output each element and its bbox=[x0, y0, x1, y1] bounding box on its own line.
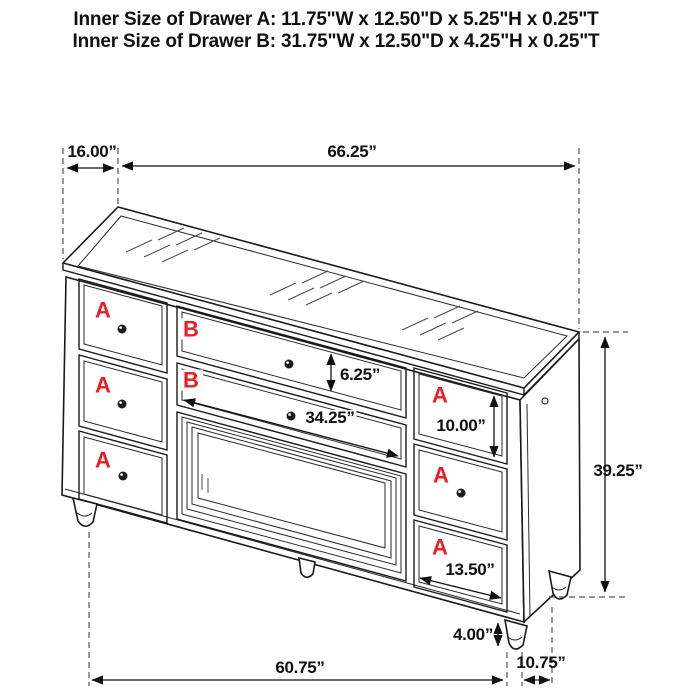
dim-drawer-b-height-label: 6.25” bbox=[339, 365, 381, 384]
knob bbox=[119, 472, 128, 481]
knob bbox=[287, 412, 296, 421]
drawer-a-label: A bbox=[91, 450, 115, 471]
center-leg bbox=[299, 558, 315, 577]
drawer-a-label: A bbox=[91, 300, 115, 321]
knob bbox=[118, 325, 127, 334]
dim-drawer-a-height-label: 10.00” bbox=[436, 416, 486, 435]
front-right-leg bbox=[505, 620, 527, 649]
knob bbox=[457, 489, 466, 498]
dim-base-width-label: 60.75” bbox=[275, 658, 325, 677]
dim-base-depth-label: 10.75” bbox=[516, 653, 566, 672]
dim-drawer-a-width-label: 13.50” bbox=[445, 560, 495, 579]
inner-size-drawer-b-text: Inner Size of Drawer B: 31.75"W x 12.50"D x 4.25"H x 0.25"T bbox=[72, 31, 600, 52]
side-panel-hole bbox=[542, 398, 548, 404]
dim-overall-height-label: 39.25” bbox=[593, 461, 643, 480]
drawer-b-label: B bbox=[179, 370, 203, 391]
drawer-a-label: A bbox=[429, 465, 453, 486]
knob bbox=[118, 400, 127, 409]
drawer-a-label: A bbox=[428, 385, 452, 406]
drawer-b-label: B bbox=[179, 319, 203, 340]
dim-top-depth-label: 16.00” bbox=[67, 142, 117, 161]
inner-size-drawer-a-text: Inner Size of Drawer A: 11.75"W x 12.50"D x 5.25"H x 0.25"T bbox=[73, 9, 599, 30]
dim-drawer-b-width-label: 34.25” bbox=[305, 408, 355, 427]
dim-leg-height-label: 4.00” bbox=[452, 625, 494, 644]
dim-top-width-label: 66.25” bbox=[327, 142, 377, 161]
drawer-a-label: A bbox=[428, 537, 452, 558]
drawer-a-label: A bbox=[91, 375, 115, 396]
knob bbox=[285, 360, 294, 369]
